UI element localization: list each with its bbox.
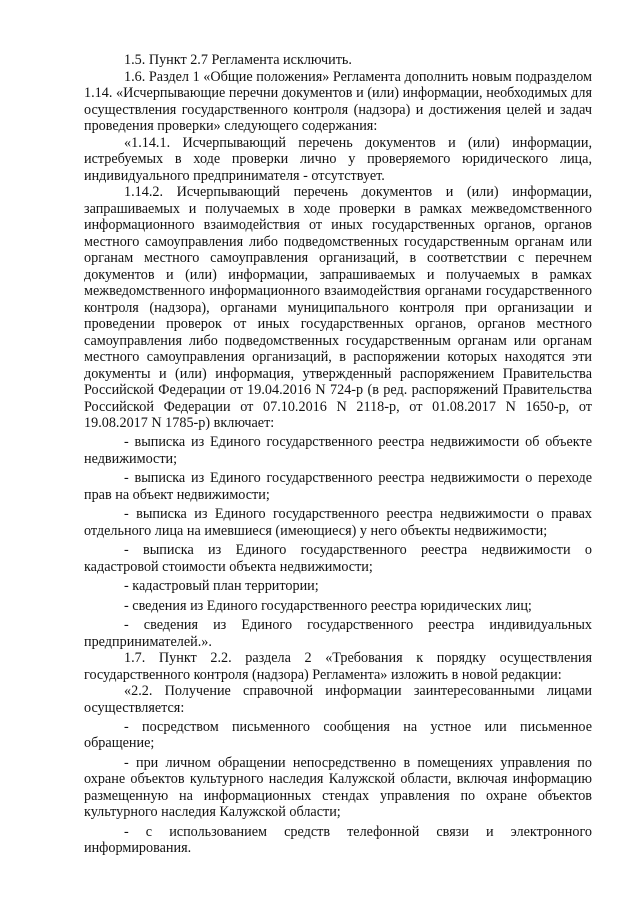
paragraph-2-2: «2.2. Получение справочной информации заинтересованными лицами осуществляется: [84, 683, 592, 716]
paragraph-1-6: 1.6. Раздел 1 «Общие положения» Регламента дополнить новым подразделом 1.14. «Исчерпывающие перечни документов и (или) информации, необходимых для осуществления государственного контроля (надзора) и достижения целей и задач проведения проверки» следующего содержания: [84, 68, 592, 134]
document-body [84, 52, 592, 857]
list-item-written-message: - посредством письменного сообщения на устное или письменное обращение; [84, 718, 592, 751]
paragraph-1-5: 1.5. Пункт 2.7 Регламента исключить. [124, 52, 352, 68]
list-item-egrn-rights: - выписка из Единого государственного реестра недвижимости о правах отдельного лица на имевшиеся (имеющиеся) у него объекты недвижимости; [84, 506, 592, 539]
paragraph-1-14-1: «1.14.1. Исчерпывающий перечень документов и (или) информации, истребуемых в ходе проверки лично у проверяемого юридического лица, индивидуального предпринимателя - отсутствует. [84, 134, 592, 184]
list-item-egrn-object: - выписка из Единого государственного реестра недвижимости об объекте недвижимости; [84, 434, 592, 467]
paragraph-1-7: 1.7. Пункт 2.2. раздела 2 «Требования к порядку осуществления государственного контроля (надзора) Регламента» изложить в новой редакции: [84, 650, 592, 683]
list-item-phone-electronic: - с использованием средств телефонной связи и электронного информирования. [84, 823, 592, 856]
list-item-egrn-cadastral-value: - выписка из Единого государственного реестра недвижимости о кадастровой стоимости объекта недвижимости; [84, 542, 592, 575]
list-item-egrip: - сведения из Единого государственного реестра индивидуальных предпринимателей.». [84, 617, 592, 650]
list-item-personal-visit: - при личном обращении непосредственно в помещениях управления по охране объектов культурного наследия Калужской области, включая информацию размещенную на информационных стендах управления по охране объектов культурного наследия Калужской области; [84, 754, 592, 820]
paragraph-1-14-2: 1.14.2. Исчерпывающий перечень документов и (или) информации, запрашиваемых и получаемых в ходе проверки в рамках межведомственного информационного взаимодействия от иных государственных органов, органов местного самоуправления либо подведомственных государственным органам или органам местного самоуправления организаций, в соответствии с перечнем документов и (или) информации, запрашиваемых и получаемых в рамках межведомственного информационного взаимодействия органами государственного контроля (надзора), органами муниципального контроля при организации и проведении проверок от иных государственных органов, органов местного самоуправления либо подведомственных государственным органам или органам местного самоуправления организаций, в распоряжении которых находятся эти документы и (или) информация, утвержденный распоряжением Правительства Российской Федерации от 19.04.2016 N 724-р (в ред. распоряжений Правительства Российской Федерации от 07.10.2016 N 2118-р, от 01.08.2017 N 1650-р, от 19.08.2017 N 1785-р) включает: [84, 184, 592, 431]
list-item-cadastral-plan: - кадастровый план территории; [124, 578, 319, 594]
list-item-egrul: - сведения из Единого государственного реестра юридических лиц; [124, 597, 532, 614]
list-item-egrn-transfer: - выписка из Единого государственного реестра недвижимости о переходе прав на объект недвижимости; [84, 470, 592, 503]
